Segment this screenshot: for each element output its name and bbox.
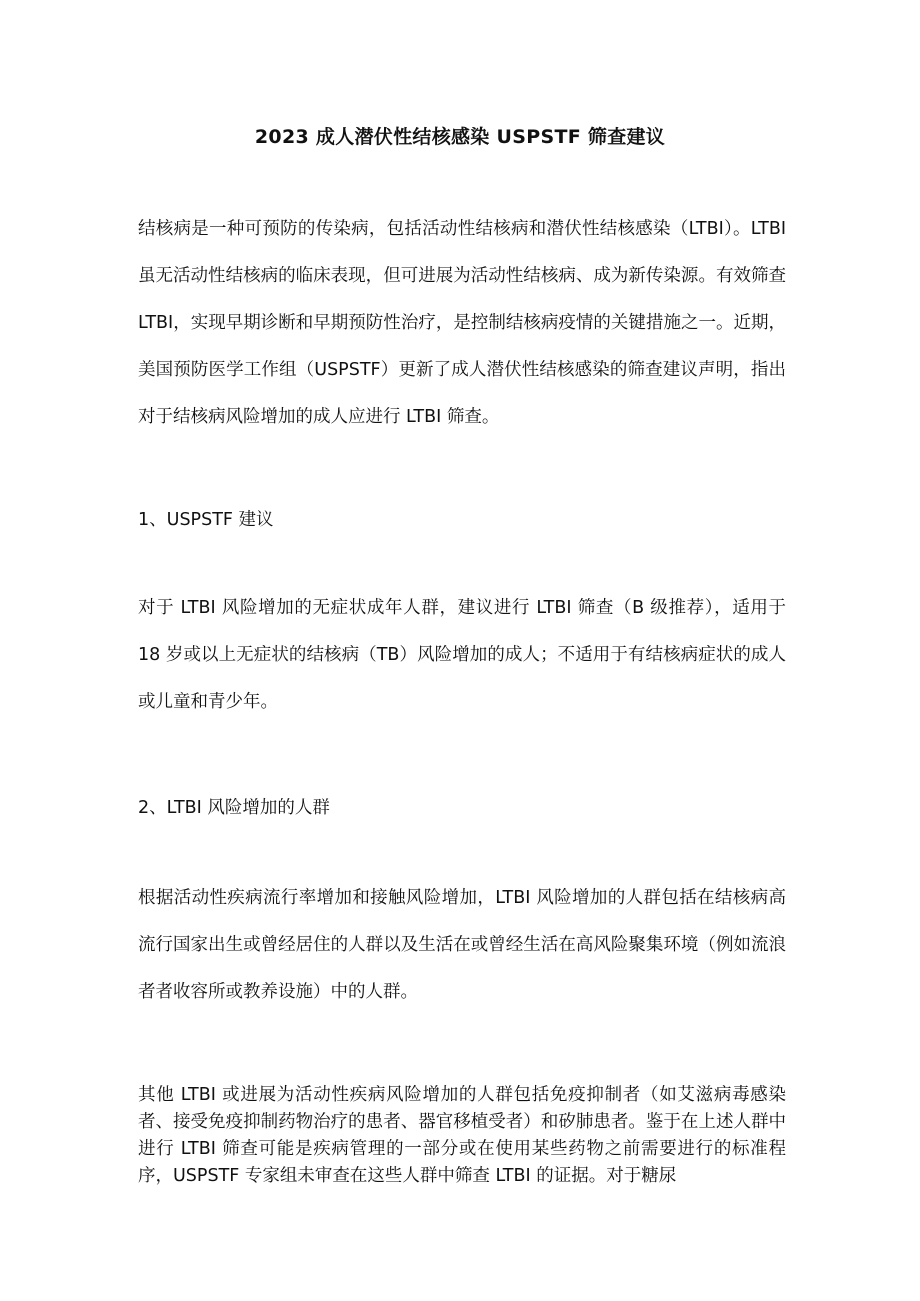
risk-groups-paragraph: 根据活动性疾病流行率增加和接触风险增加，LTBI 风险增加的人群包括在结核病高流行国家出生或曾经居住的人群以及生活在或曾经生活在高风险聚集环境（例如流浪者者收容所或教养设施）中的人群。 — [138, 888, 786, 1002]
section-heading-recommendation: 1、USPSTF 建议 — [138, 510, 274, 530]
other-risk-groups-paragraph: 其他 LTBI 或进展为活动性疾病风险增加的人群包括免疫抑制者（如艾滋病毒感染者、接受免疫抑制药物治疗的患者、器官移植受者）和矽肺患者。鉴于在上述人群中进行 LTBI 筛查可能是疾病管理的一部分或在使用某些药物之前需要进行的标准程序，USPSTF 专家组未审查在这些人群中筛查 LTBI 的证据。对于糖尿 — [138, 1085, 786, 1186]
document-title: 2023 成人潜伏性结核感染 USPSTF 筛查建议 — [254, 126, 666, 148]
section-heading-risk-groups: 2、LTBI 风险增加的人群 — [138, 798, 330, 818]
recommendation-paragraph: 对于 LTBI 风险增加的无症状成年人群，建议进行 LTBI 筛查（B 级推荐），适用于 18 岁或以上无症状的结核病（TB）风险增加的成人；不适用于有结核病症状的成人或儿童和青少年。 — [138, 598, 786, 712]
intro-paragraph: 结核病是一种可预防的传染病，包括活动性结核病和潜伏性结核感染（LTBI）。LTBI 虽无活动性结核病的临床表现，但可进展为活动性结核病、成为新传染源。有效筛查 LTBI，实现早期诊断和早期预防性治疗，是控制结核病疫情的关键措施之一。近期，美国预防医学工作组（USPSTF）更新了成人潜伏性结核感染的筛查建议声明，指出对于结核病风险增加的成人应进行 LTBI 筛查。 — [138, 219, 786, 427]
